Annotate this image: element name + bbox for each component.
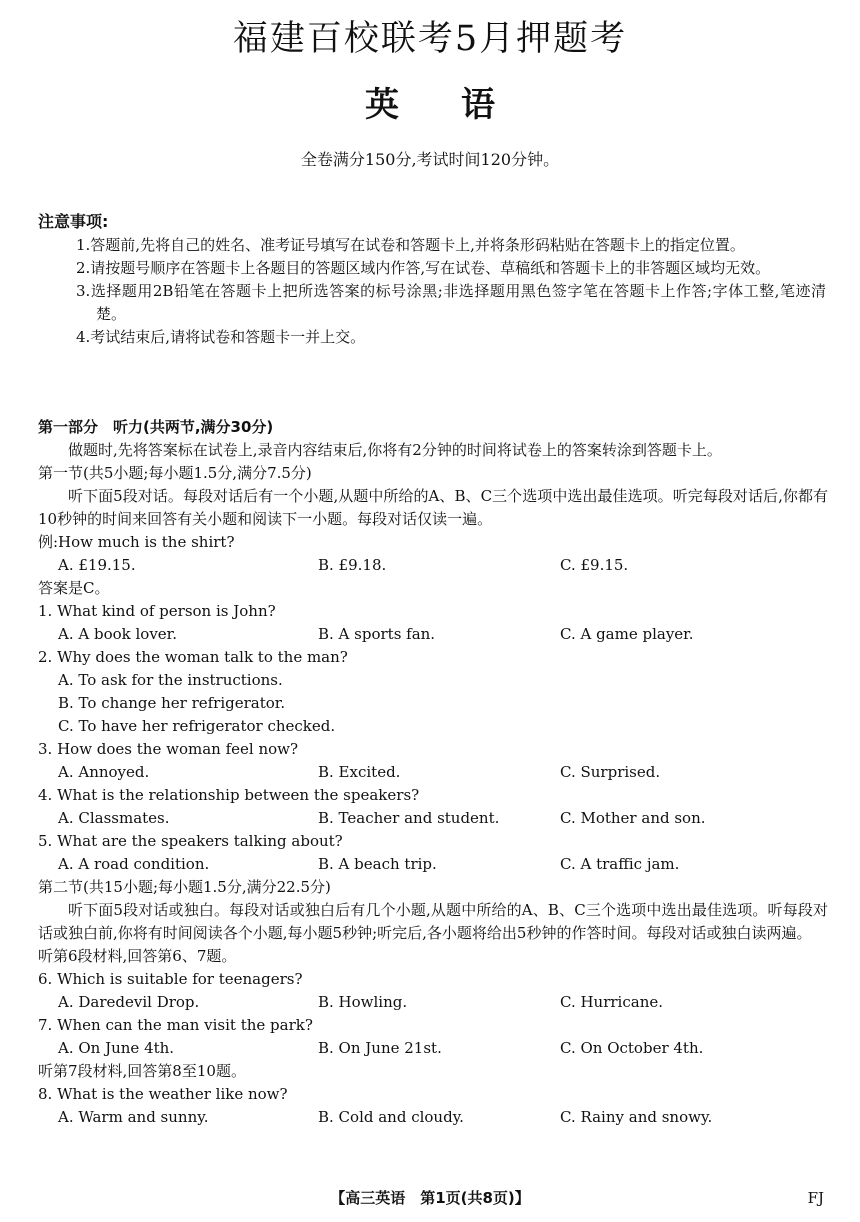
section2-heading: 第二节(共15小题;每小题1.5分,满分22.5分) [38, 878, 331, 896]
question-7-options [38, 1037, 828, 1060]
q5-option-b: B. A beach trip. [318, 855, 437, 873]
q3-option-b: B. Excited. [318, 763, 401, 781]
notice-item-3: 3.选择题用2B铅笔在答题卡上把所选答案的标号涂黑;非选择题用黑色签字笔在答题卡上作答;字体工整,笔迹清楚。 [76, 282, 826, 323]
q6-option-b: B. Howling. [318, 993, 408, 1011]
q7-option-c: C. On October 4th. [560, 1039, 704, 1057]
q8-option-b: B. Cold and cloudy. [318, 1108, 464, 1126]
q4-option-b: B. Teacher and student. [318, 809, 500, 827]
question-8: 8. What is the weather like now? [38, 1085, 288, 1103]
q2-option-a: A. To ask for the instructions. [58, 671, 283, 689]
q7-option-b: B. On June 21st. [318, 1039, 442, 1057]
footer-page-label: 【高三英语 第1页(共8页)】 [330, 1189, 530, 1207]
section2-instructions: 听下面5段对话或独白。每段对话或独白后有几个小题,从题中所给的A、B、C三个选项中选出最佳选项。听每段对话或独白前,你将有时间阅读各个小题,每小题5秒钟;听完后,各小题将给出5秒钟的作答时间。每段对话或独白读两遍。 [38, 901, 828, 942]
part1-intro: 做题时,先将答案标在试卷上,录音内容结束后,你将有2分钟的时间将试卷上的答案转涂到答题卡上。 [68, 441, 722, 459]
part1-listening [38, 416, 828, 1129]
notice-item-2: 2.请按题号顺序在答题卡上各题目的答题区域内作答,写在试卷、草稿纸和答题卡上的非答题区域均无效。 [76, 259, 771, 277]
q8-option-a: A. Warm and sunny. [58, 1108, 209, 1126]
notice-item-1: 1.答题前,先将自己的姓名、准考证号填写在试卷和答题卡上,并将条形码粘贴在答题卡上的指定位置。 [76, 236, 745, 254]
material-7-label: 听第7段材料,回答第8至10题。 [38, 1062, 246, 1080]
notice-list [76, 234, 826, 349]
question-2: 2. Why does the woman talk to the man? [38, 648, 348, 666]
notice-heading: 注意事项: [38, 212, 109, 231]
question-3: 3. How does the woman feel now? [38, 740, 299, 758]
example-option-c: C. £9.15. [560, 556, 629, 574]
example-options [38, 554, 828, 577]
question-4-options [38, 807, 828, 830]
section1-instructions: 听下面5段对话。每段对话后有一个小题,从题中所给的A、B、C三个选项中选出最佳选项。听完每段对话后,你都有10秒钟的时间来回答有关小题和阅读下一小题。每段对话仅读一遍。 [38, 487, 828, 528]
question-7: 7. When can the man visit the park? [38, 1016, 313, 1034]
question-5: 5. What are the speakers talking about? [38, 832, 343, 850]
q1-option-b: B. A sports fan. [318, 625, 436, 643]
score-info: 全卷满分150分,考试时间120分钟。 [300, 150, 560, 169]
q8-option-c: C. Rainy and snowy. [560, 1108, 713, 1126]
question-1: 1. What kind of person is John? [38, 602, 276, 620]
q5-option-a: A. A road condition. [58, 855, 210, 873]
question-8-options [38, 1106, 828, 1129]
material-6-label: 听第6段材料,回答第6、7题。 [38, 947, 237, 965]
example-question: 例:How much is the shirt? [38, 533, 235, 551]
question-4: 4. What is the relationship between the speakers? [38, 786, 420, 804]
question-1-options [38, 623, 828, 646]
example-answer: 答案是C。 [38, 579, 110, 597]
q5-option-c: C. A traffic jam. [560, 855, 680, 873]
q6-option-c: C. Hurricane. [560, 993, 664, 1011]
question-5-options [38, 853, 828, 876]
notice-item-4: 4.考试结束后,请将试卷和答题卡一并上交。 [76, 328, 366, 346]
question-6-options [38, 991, 828, 1014]
q4-option-c: C. Mother and son. [560, 809, 706, 827]
q2-option-c: C. To have her refrigerator checked. [58, 717, 336, 735]
example-option-a: A. £19.15. [58, 556, 136, 574]
q1-option-a: A. A book lover. [58, 625, 177, 643]
q3-option-c: C. Surprised. [560, 763, 661, 781]
section1-heading: 第一节(共5小题;每小题1.5分,满分7.5分) [38, 464, 312, 482]
part1-heading: 第一部分 听力(共两节,满分30分) [38, 418, 274, 436]
example-option-b: B. £9.18. [318, 556, 387, 574]
exam-title: 福建百校联考5月押题考 [232, 19, 628, 59]
q1-option-c: C. A game player. [560, 625, 694, 643]
question-6: 6. Which is suitable for teenagers? [38, 970, 303, 988]
subject-title: 英语 [365, 85, 557, 125]
q7-option-a: A. On June 4th. [58, 1039, 175, 1057]
footer-region-code: FJ [807, 1189, 824, 1207]
q2-option-b: B. To change her refrigerator. [58, 694, 286, 712]
question-3-options [38, 761, 828, 784]
q6-option-a: A. Daredevil Drop. [58, 993, 200, 1011]
q3-option-a: A. Annoyed. [58, 763, 150, 781]
q4-option-a: A. Classmates. [58, 809, 170, 827]
page-footer [0, 1187, 860, 1209]
